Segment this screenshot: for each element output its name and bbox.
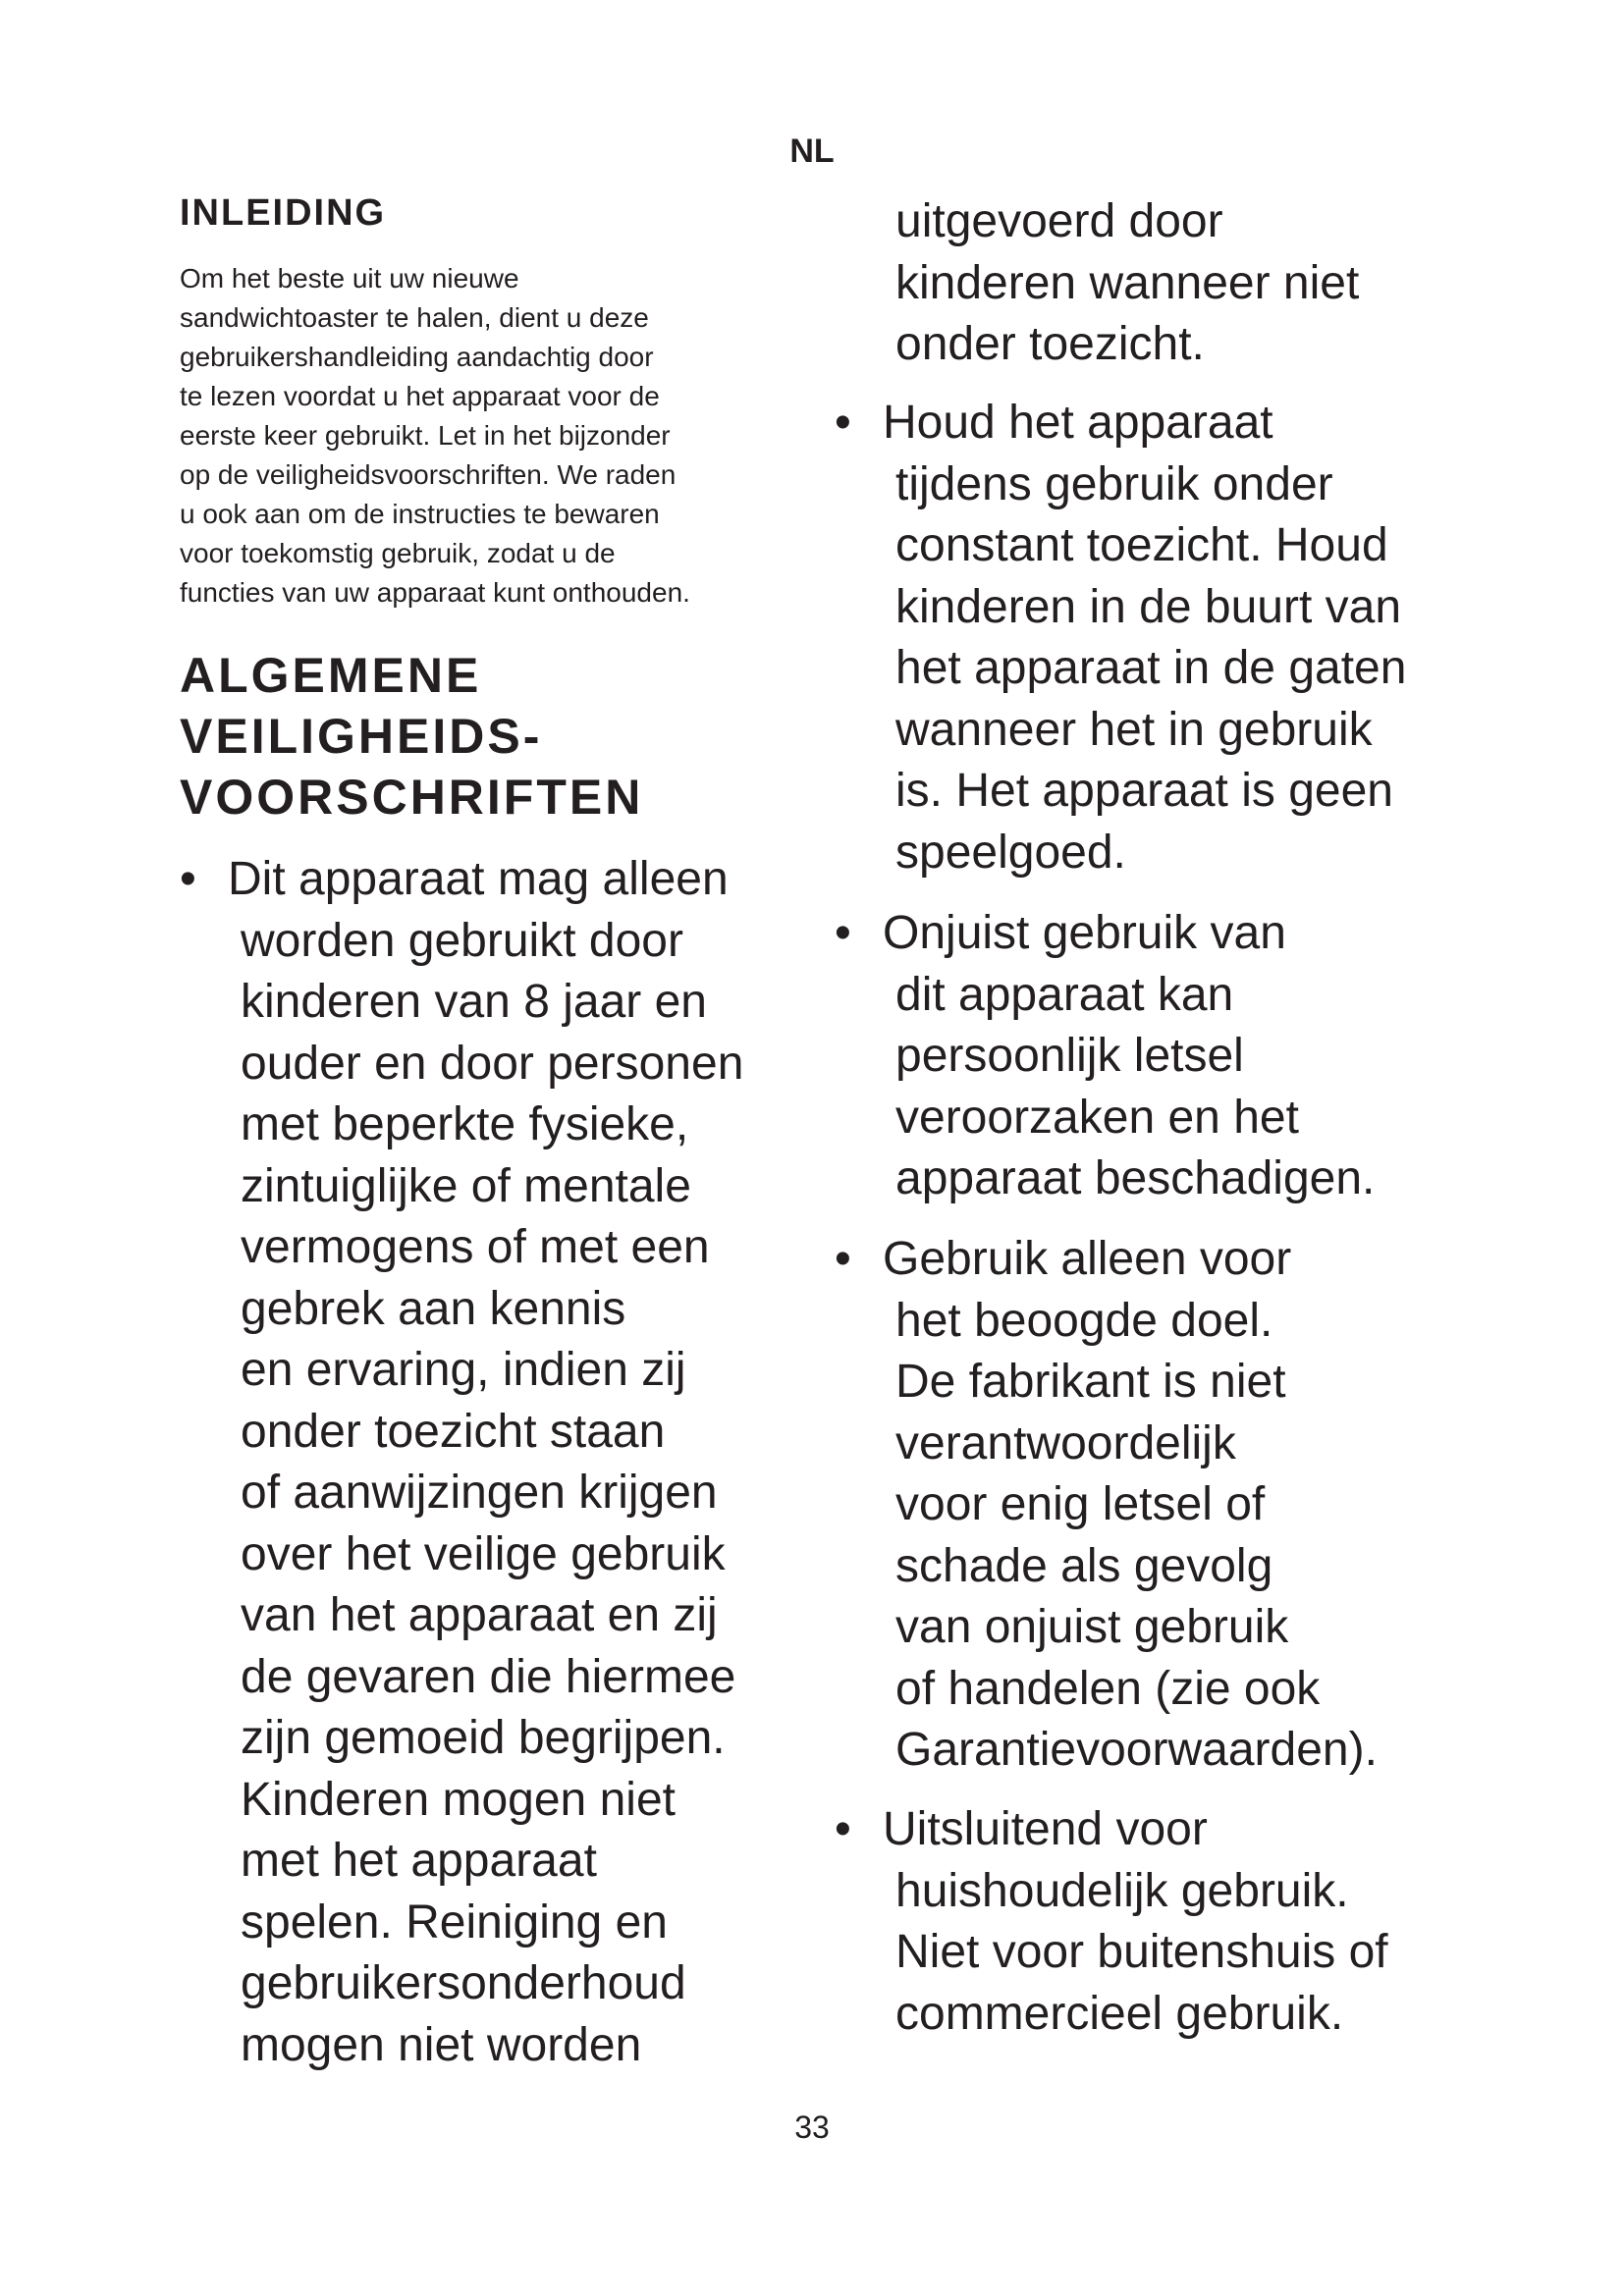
text-line: met beperkte fysieke,: [241, 1098, 689, 1150]
text-line: wanneer het in gebruik: [895, 703, 1373, 756]
text-line: Kinderen mogen niet: [241, 1773, 676, 1826]
intro-paragraph: [180, 259, 818, 613]
text-line: kinderen wanneer niet: [895, 256, 1360, 309]
text-line: Houd het apparaat: [883, 397, 1273, 449]
text-line: zintuiglijke of mentale: [241, 1159, 691, 1212]
safety-item-children: [180, 849, 743, 2076]
text-line: Onjuist gebruik van: [883, 907, 1286, 959]
safety-item-text: [835, 1799, 1388, 2045]
text-line: het apparaat in de gaten: [895, 642, 1407, 694]
text-line: Gebruik alleen voor: [883, 1233, 1292, 1285]
text-line: uitgevoerd door: [895, 195, 1223, 247]
text-line: zijn gemoeid begrijpen.: [241, 1712, 726, 1764]
text-line: Uitsluitend voor: [883, 1803, 1208, 1855]
text-line: spelen. Reiniging en: [241, 1896, 668, 1949]
text-line: is. Het apparaat is geen: [895, 765, 1393, 817]
text-line: onder toezicht.: [895, 318, 1205, 370]
text-line: Dit apparaat mag alleen: [228, 853, 729, 905]
text-line: of handelen (zie ook: [895, 1662, 1321, 1715]
bullet-icon: •: [835, 907, 851, 959]
safety-item-misuse: [835, 903, 1375, 1210]
bullet-icon: •: [180, 853, 196, 905]
text-line: VOORSCHRIFTEN: [180, 770, 644, 825]
text-line: ALGEMENE: [180, 648, 482, 703]
text-line: van het apparaat en zij: [241, 1589, 718, 1641]
text-line: te lezen voordat u het apparaat voor de: [180, 381, 660, 411]
text-line: en ervaring, indien zij: [241, 1344, 686, 1396]
safety-item-text: [835, 1229, 1378, 1782]
safety-item-text: [180, 849, 743, 2076]
text-line: gebrek aan kennis: [241, 1282, 626, 1335]
text-line: van onjuist gebruik: [895, 1601, 1289, 1653]
safety-item-text: [835, 393, 1406, 883]
text-line: op de veiligheidsvoorschriften. We raden: [180, 459, 677, 490]
text-line: sandwichtoaster te halen, dient u deze: [180, 302, 649, 333]
page-number: 33: [794, 2109, 830, 2145]
text-line: Niet voor buitenshuis of: [895, 1926, 1388, 1978]
text-line: Garantievoorwaarden).: [895, 1724, 1378, 1776]
text-line: voor enig letsel of: [895, 1478, 1266, 1530]
text-line: functies van uw apparaat kunt onthouden.: [180, 577, 690, 608]
text-line: of aanwijzingen krijgen: [241, 1467, 718, 1519]
text-line: commercieel gebruik.: [895, 1987, 1344, 2040]
text-line: vermogens of met een: [241, 1221, 710, 1273]
text-line: gebruikershandleiding aandachtig door: [180, 342, 654, 372]
text-line: over het veilige gebruik: [241, 1527, 726, 1580]
text-line: De fabrikant is niet: [895, 1356, 1286, 1408]
text-line: speelgoed.: [895, 826, 1126, 879]
intro-heading: INLEIDING: [180, 192, 387, 234]
text-line: kinderen in de buurt van: [895, 580, 1402, 633]
text-line: met het apparaat: [241, 1835, 597, 1887]
text-line: veroorzaken en het: [895, 1091, 1299, 1144]
safety-heading: [180, 645, 643, 828]
text-line: Om het beste uit uw nieuwe: [180, 263, 519, 294]
text-line: kinderen van 8 jaar en: [241, 976, 707, 1028]
text-line: persoonlijk letsel: [895, 1030, 1244, 1082]
text-line: dit apparaat kan: [895, 968, 1234, 1021]
text-line: verantwoordelijk: [895, 1416, 1236, 1469]
text-line: huishoudelijk gebruik.: [895, 1864, 1349, 1917]
text-line: apparaat beschadigen.: [895, 1152, 1376, 1204]
text-line: voor toekomstig gebruik, zodat u de: [180, 538, 616, 568]
text-line: worden gebruikt door: [241, 914, 683, 967]
text-line: schade als gevolg: [895, 1539, 1273, 1592]
text-line: constant toezicht. Houd: [895, 519, 1388, 571]
text-line: ouder en door personen: [241, 1037, 744, 1090]
text-line: mogen niet worden: [241, 2018, 642, 2071]
text-line: tijdens gebruik onder: [895, 457, 1333, 510]
language-label: NL: [789, 133, 835, 170]
bullet-icon: •: [835, 397, 851, 449]
safety-item-text: [835, 903, 1375, 1210]
text-line: VEILIGHEIDS-: [180, 709, 543, 764]
bullet-icon: •: [835, 1803, 851, 1855]
text-line: de gevaren die hiermee: [241, 1650, 736, 1703]
text-line: gebruikersonderhoud: [241, 1957, 686, 2009]
text-line: het beoogde doel.: [895, 1294, 1273, 1347]
safety-item-household: [835, 1799, 1388, 2045]
text-line: u ook aan om de instructies te bewaren: [180, 499, 660, 529]
safety-item-children-continued: [835, 191, 1359, 376]
safety-item-supervision: [835, 393, 1406, 883]
text-line: eerste keer gebruikt. Let in het bijzonder: [180, 420, 671, 451]
safety-item-intended-use: [835, 1229, 1378, 1782]
safety-item-text: [835, 191, 1359, 376]
bullet-icon: •: [835, 1233, 851, 1285]
text-line: onder toezicht staan: [241, 1405, 666, 1458]
